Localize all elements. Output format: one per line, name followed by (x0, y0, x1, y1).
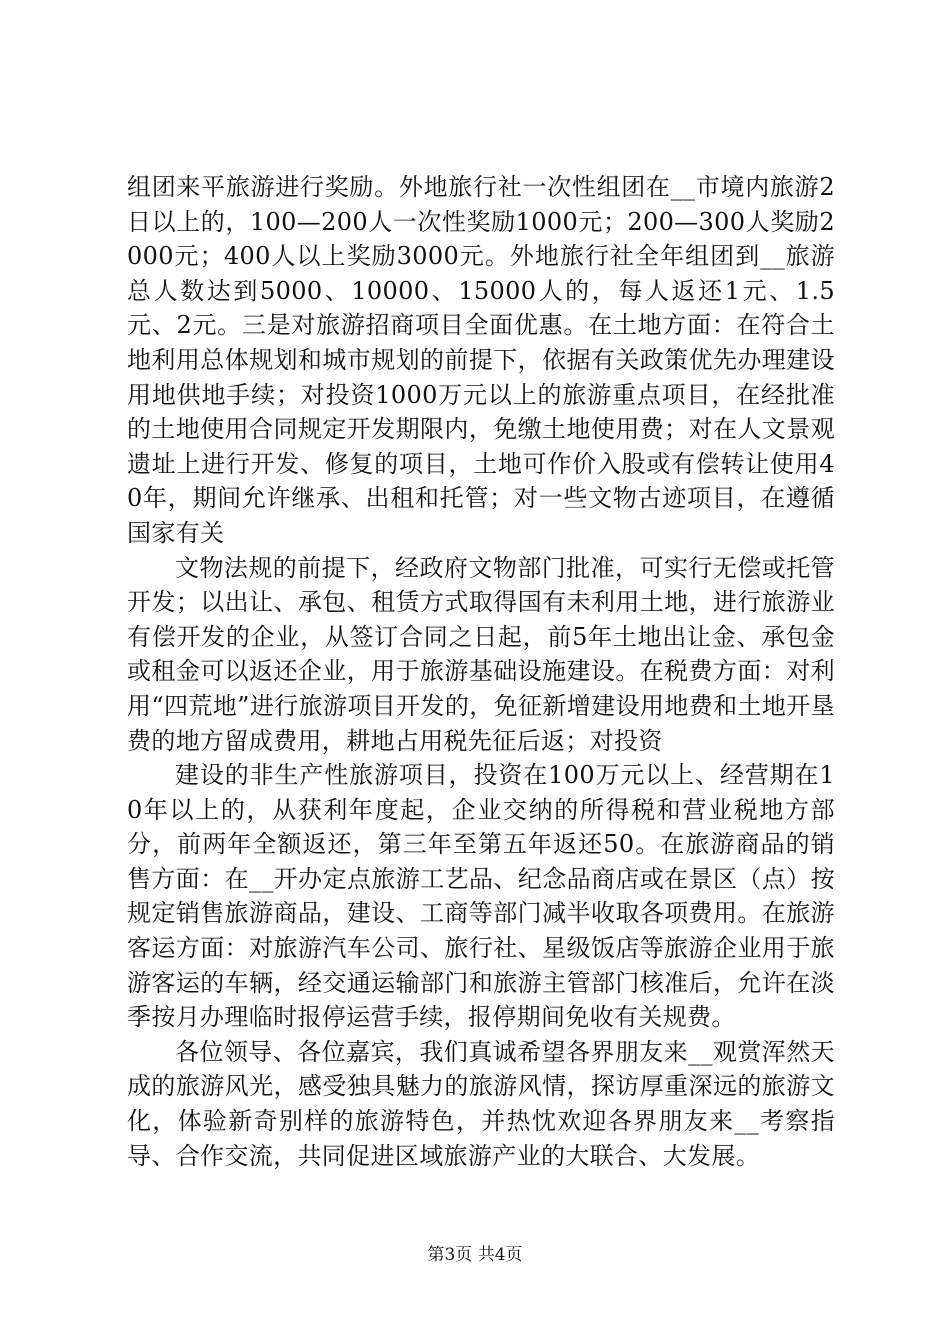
document-body (127, 170, 835, 1173)
paragraph-4: 各位领导、各位嘉宾，我们真诚希望各界朋友来__观赏浑然天成的旅游风光，感受独具魅力的旅游风情，探访厚重深远的旅游文化，体验新奇别样的旅游特色，并热忱欢迎各界朋友来__考察指导、合作交流，共同促进区域旅游产业的大联合、大发展。 (127, 1037, 835, 1170)
paragraph-3: 建设的非生产性旅游项目，投资在100万元以上、经营期在10年以上的，从获利年度起，企业交纳的所得税和营业税地方部分，前两年全额返还，第三年至第五年返还50。在旅游商品的销售方面：在__开办定点旅游工艺品、纪念品商店或在景区（点）按规定销售旅游商品，建设、工商等部门减半收取各项费用。在旅游客运方面：对旅游汽车公司、旅行社、星级饭店等旅游企业用于旅游客运的车辆，经交通运输部门和旅游主管部门核准后，允许在淡季按月办理临时报停运营手续，报停期间免收有关规费。 (127, 761, 835, 1032)
paragraph-2: 文物法规的前提下，经政府文物部门批准，可实行无偿或托管开发；以出让、承包、租赁方式取得国有未利用土地，进行旅游业有偿开发的企业，从签订合同之日起，前5年土地出让金、承包金或租金可以返还企业，用于旅游基础设施建设。在税费方面：对利用“四荒地”进行旅游项目开发的，免征新增建设用地费和土地开垦费的地方留成费用，耕地占用税先征后返；对投资 (127, 553, 835, 755)
paragraph-1: 组团来平旅游进行奖励。外地旅行社一次性组团在__市境内旅游2日以上的，100—200人一次性奖励1000元；200—300人奖励2000元；400人以上奖励3000元。外地旅行社全年组团到__旅游总人数达到5000、10000、15000人的，每人返还1元、1.5元、2元。三是对旅游招商项目全面优惠。在土地方面：在符合土地利用总体规划和城市规划的前提下，依据有关政策优先办理建设用地供地手续；对投资1000万元以上的旅游重点项目，在经批准的土地使用合同规定开发期限内，免缴土地使用费；对在人文景观遗址上进行开发、修复的项目，土地可作价入股或有偿转让使用40年，期间允许继承、出租和托管；对一些文物古迹项目，在遵循国家有关 (127, 173, 836, 547)
page-number-footer: 第3页 共4页 (427, 1245, 523, 1265)
